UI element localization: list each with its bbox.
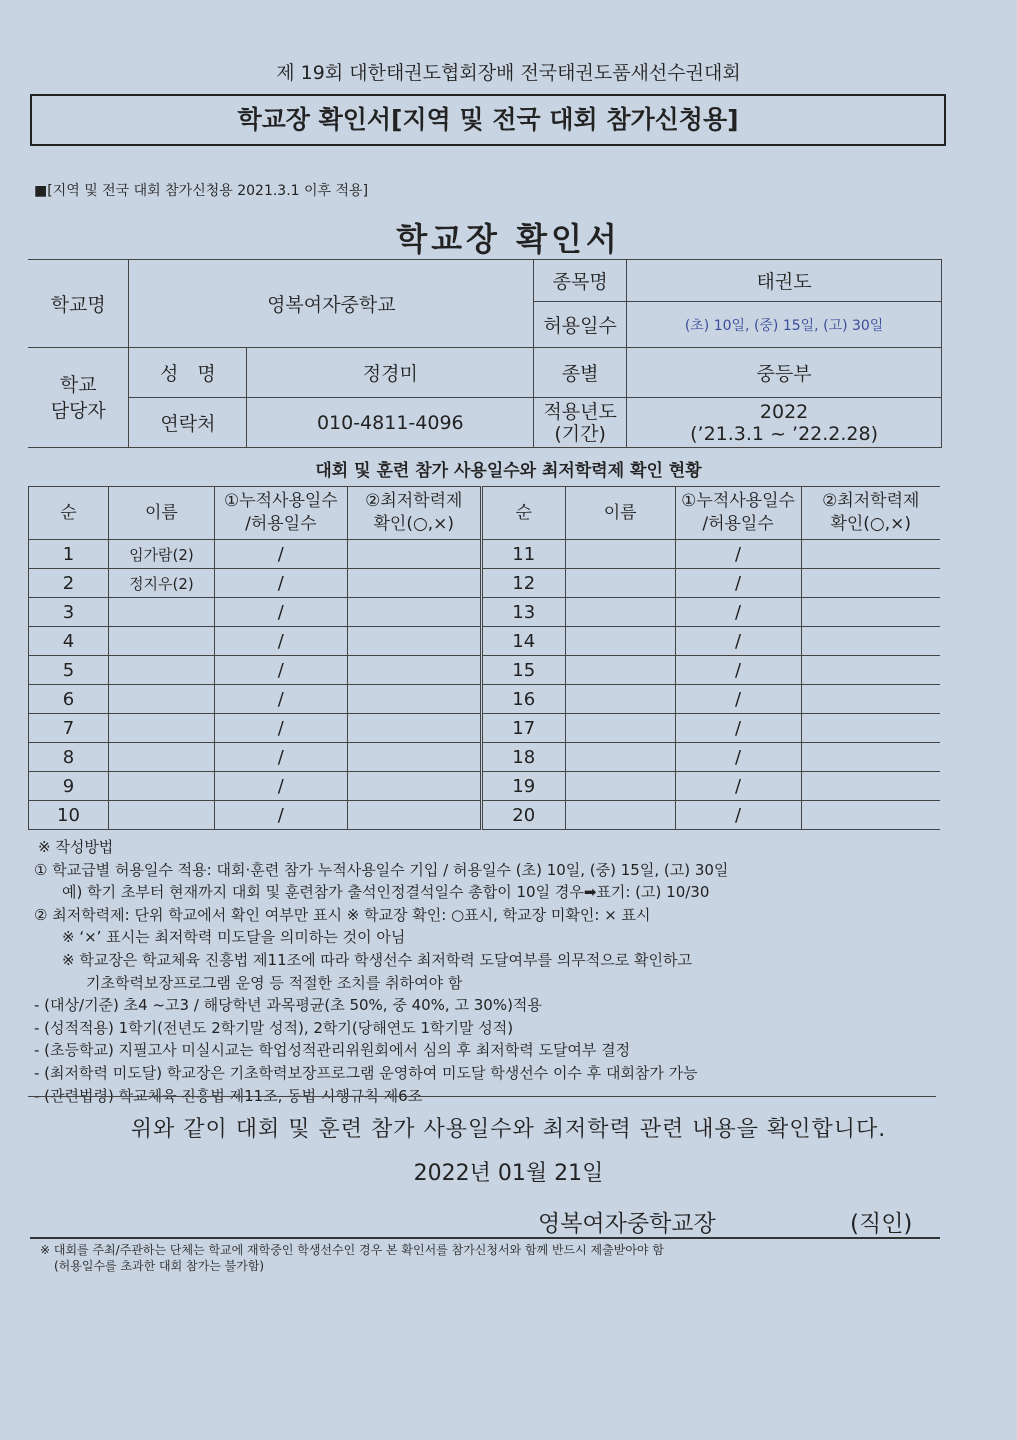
allowed-days-value: (초) 10일, (중) 15일, (고) 30일: [627, 302, 942, 348]
table-row: [29, 540, 941, 569]
roster-left-no: 8: [29, 743, 109, 772]
detail-5: - (관련법령) 학교체육 진흥법 제11조, 동법 시행규칙 제6조: [34, 1086, 423, 1105]
roster-left-check: [347, 627, 481, 656]
status-caption: 대회 및 훈련 참가 사용일수와 최저학력제 확인 현황: [315, 461, 702, 481]
roster-left-name: 임가람(2): [108, 540, 214, 569]
roster-left-days: /: [214, 685, 347, 714]
roster-right-days: /: [675, 598, 801, 627]
note-1: ① 학교급별 허용일수 적용: 대회·훈련 참가 누적사용일수 기입 / 허용일수 (초) 10일, (중) 15일, (고) 30일: [34, 860, 729, 879]
roster-left-days: /: [214, 540, 347, 569]
footer-note: [40, 1242, 664, 1274]
roster-right-days: /: [675, 714, 801, 743]
roster-left-no: 4: [29, 627, 109, 656]
note-2-b: ※ 학교장은 학교체육 진흥법 제11조에 따라 학생선수 최저학력 도달여부를 의무적으로 확인하고: [62, 950, 692, 969]
table-row: [29, 627, 941, 656]
table-row: [29, 743, 941, 772]
year-label: 적용년도 (기간): [534, 398, 627, 448]
roster-left-name: [108, 714, 214, 743]
roster-right-name: [565, 598, 675, 627]
doc-title: 학교장 확인서: [396, 220, 621, 258]
roster-left-days: /: [214, 598, 347, 627]
category-label: 종별: [534, 348, 627, 398]
roster-right-days: /: [675, 569, 801, 598]
roster-right-name: [565, 627, 675, 656]
roster-left-check: [347, 540, 481, 569]
school-value: 영복여자중학교: [129, 260, 534, 348]
header-check-left: ②최저학력제 확인(○,×): [347, 487, 481, 540]
roster-right-check: [801, 569, 940, 598]
roster-right-name: [565, 540, 675, 569]
roster-left-days: /: [214, 714, 347, 743]
detail-4: - (최저학력 미도달) 학교장은 기초학력보장프로그램 운영하여 미도달 학생선수 이수 후 대회참가 가능: [34, 1063, 698, 1082]
roster-left-check: [347, 598, 481, 627]
roster-left-no: 7: [29, 714, 109, 743]
sport-label: 종목명: [534, 260, 627, 302]
contact-label: 연락처: [129, 398, 247, 448]
roster-right-name: [565, 772, 675, 801]
header-check-right: ②최저학력제 확인(○,×): [801, 487, 940, 540]
roster-left-name: [108, 772, 214, 801]
roster-right-check: [801, 540, 940, 569]
notes-heading: ※ 작성방법: [38, 838, 114, 856]
note-2-b2: 기초학력보장프로그램 운영 등 적절한 조치를 취하여야 함: [86, 973, 463, 992]
roster-left-check: [347, 569, 481, 598]
roster-right-days: /: [675, 743, 801, 772]
roster-right-check: [801, 714, 940, 743]
roster-left-no: 3: [29, 598, 109, 627]
roster-right-name: [565, 801, 675, 830]
roster-left-days: /: [214, 656, 347, 685]
roster-right-days: /: [675, 540, 801, 569]
roster-left-name: [108, 801, 214, 830]
roster-right-check: [801, 685, 940, 714]
detail-2: - (성적적용) 1학기(전년도 2학기말 성적), 2학기(당해연도 1학기말 성적): [34, 1018, 514, 1037]
roster-left-no: 1: [29, 540, 109, 569]
official-seal: (직인): [850, 1211, 913, 1237]
category-value: 중등부: [627, 348, 942, 398]
roster-left-no: 9: [29, 772, 109, 801]
roster-right-no: 12: [481, 569, 565, 598]
roster-right-check: [801, 598, 940, 627]
detail-1: - (대상/기준) 초4 ~고3 / 해당학년 과목평균(초 50%, 중 40%, 고 30%)적용: [34, 996, 542, 1015]
roster-left-no: 6: [29, 685, 109, 714]
header-days-left: ①누적사용일수 /허용일수: [214, 487, 347, 540]
roster-right-no: 15: [481, 656, 565, 685]
header-no-left: 순: [29, 487, 109, 540]
principal-name: 영복여자중학교장: [538, 1211, 716, 1237]
table-row: [29, 801, 941, 830]
contact-value: 010-4811-4096: [247, 398, 534, 448]
roster-right-name: [565, 569, 675, 598]
note-2-a: ※ ‘×’ 표시는 최저학력 미도달을 의미하는 것이 아님: [62, 928, 406, 947]
roster-right-no: 19: [481, 772, 565, 801]
roster-right-days: /: [675, 627, 801, 656]
notice-line: ■[지역 및 전국 대회 참가신청용 2021.3.1 이후 적용]: [34, 183, 369, 199]
roster-left-check: [347, 714, 481, 743]
roster-table: [28, 486, 940, 830]
roster-right-no: 11: [481, 540, 565, 569]
roster-right-check: [801, 801, 940, 830]
table-row: [29, 656, 941, 685]
roster-left-name: [108, 627, 214, 656]
detail-3: - (초등학교) 지필고사 미실시교는 학업성적관리위원회에서 심의 후 최저학력 도달여부 결정: [34, 1041, 631, 1060]
info-table: [28, 259, 942, 448]
year-value: 2022 (’21.3.1 ~ ’22.2.28): [627, 398, 942, 448]
roster-right-check: [801, 743, 940, 772]
footer-divider: [30, 1237, 940, 1239]
allowed-days-label: 허용일수: [534, 302, 627, 348]
roster-right-days: /: [675, 772, 801, 801]
name-label: 성 명: [129, 348, 247, 398]
sport-value: 태권도: [627, 260, 942, 302]
form-title: 학교장 확인서[지역 및 전국 대회 참가신청용]: [30, 94, 946, 146]
header-days-right: ①누적사용일수 /허용일수: [675, 487, 801, 540]
roster-left-name: [108, 743, 214, 772]
roster-left-check: [347, 656, 481, 685]
roster-right-check: [801, 627, 940, 656]
table-row: [29, 569, 941, 598]
roster-left-name: [108, 598, 214, 627]
roster-right-no: 16: [481, 685, 565, 714]
roster-right-name: [565, 743, 675, 772]
roster-left-no: 10: [29, 801, 109, 830]
roster-right-no: 14: [481, 627, 565, 656]
roster-right-no: 20: [481, 801, 565, 830]
roster-left-days: /: [214, 569, 347, 598]
table-row: [29, 772, 941, 801]
roster-left-days: /: [214, 743, 347, 772]
footer-line-2: (허용일수를 초과한 대회 참가는 불가함): [54, 1259, 265, 1273]
roster-right-no: 13: [481, 598, 565, 627]
roster-right-check: [801, 656, 940, 685]
roster-right-name: [565, 714, 675, 743]
roster-right-no: 17: [481, 714, 565, 743]
roster-left-check: [347, 743, 481, 772]
manager-label: 학교 담당자: [28, 348, 129, 448]
table-row: [29, 714, 941, 743]
roster-left-check: [347, 685, 481, 714]
table-row: [29, 598, 941, 627]
header-name-left: 이름: [108, 487, 214, 540]
school-label: 학교명: [28, 260, 129, 348]
writing-notes: [34, 836, 994, 1107]
roster-left-days: /: [214, 801, 347, 830]
roster-left-name: [108, 685, 214, 714]
roster-right-days: /: [675, 685, 801, 714]
roster-right-name: [565, 656, 675, 685]
notes-divider: [28, 1096, 936, 1097]
roster-left-check: [347, 801, 481, 830]
roster-right-days: /: [675, 801, 801, 830]
header-name-right: 이름: [565, 487, 675, 540]
roster-left-check: [347, 772, 481, 801]
roster-left-no: 5: [29, 656, 109, 685]
table-row: [29, 685, 941, 714]
roster-right-no: 18: [481, 743, 565, 772]
note-1-example: 예) 학기 초부터 현재까지 대회 및 훈련참가 출석인정결석일수 총합이 10일 경우➡표기: (고) 10/30: [62, 883, 710, 902]
confirmation-text: 위와 같이 대회 및 훈련 참가 사용일수와 최저학력 관련 내용을 확인합니다.: [130, 1117, 887, 1142]
confirmation-date: 2022년 01월 21일: [413, 1161, 604, 1186]
roster-left-no: 2: [29, 569, 109, 598]
roster-left-name: [108, 656, 214, 685]
roster-right-check: [801, 772, 940, 801]
footer-line-1: ※ 대회를 주최/주관하는 단체는 학교에 재학중인 학생선수인 경우 본 확인서를 참가신청서와 함께 반드시 제출받아야 함: [40, 1243, 664, 1257]
header-no-right: 순: [481, 487, 565, 540]
roster-left-name: 정지우(2): [108, 569, 214, 598]
event-title: 제 19회 대한태권도협회장배 전국태권도품새선수권대회: [276, 62, 741, 84]
roster-left-days: /: [214, 627, 347, 656]
roster-right-days: /: [675, 656, 801, 685]
roster-right-name: [565, 685, 675, 714]
note-2: ② 최저학력제: 단위 학교에서 확인 여부만 표시 ※ 학교장 확인: ○표시, 학교장 미확인: × 표시: [34, 905, 651, 924]
name-value: 정경미: [247, 348, 534, 398]
roster-left-days: /: [214, 772, 347, 801]
